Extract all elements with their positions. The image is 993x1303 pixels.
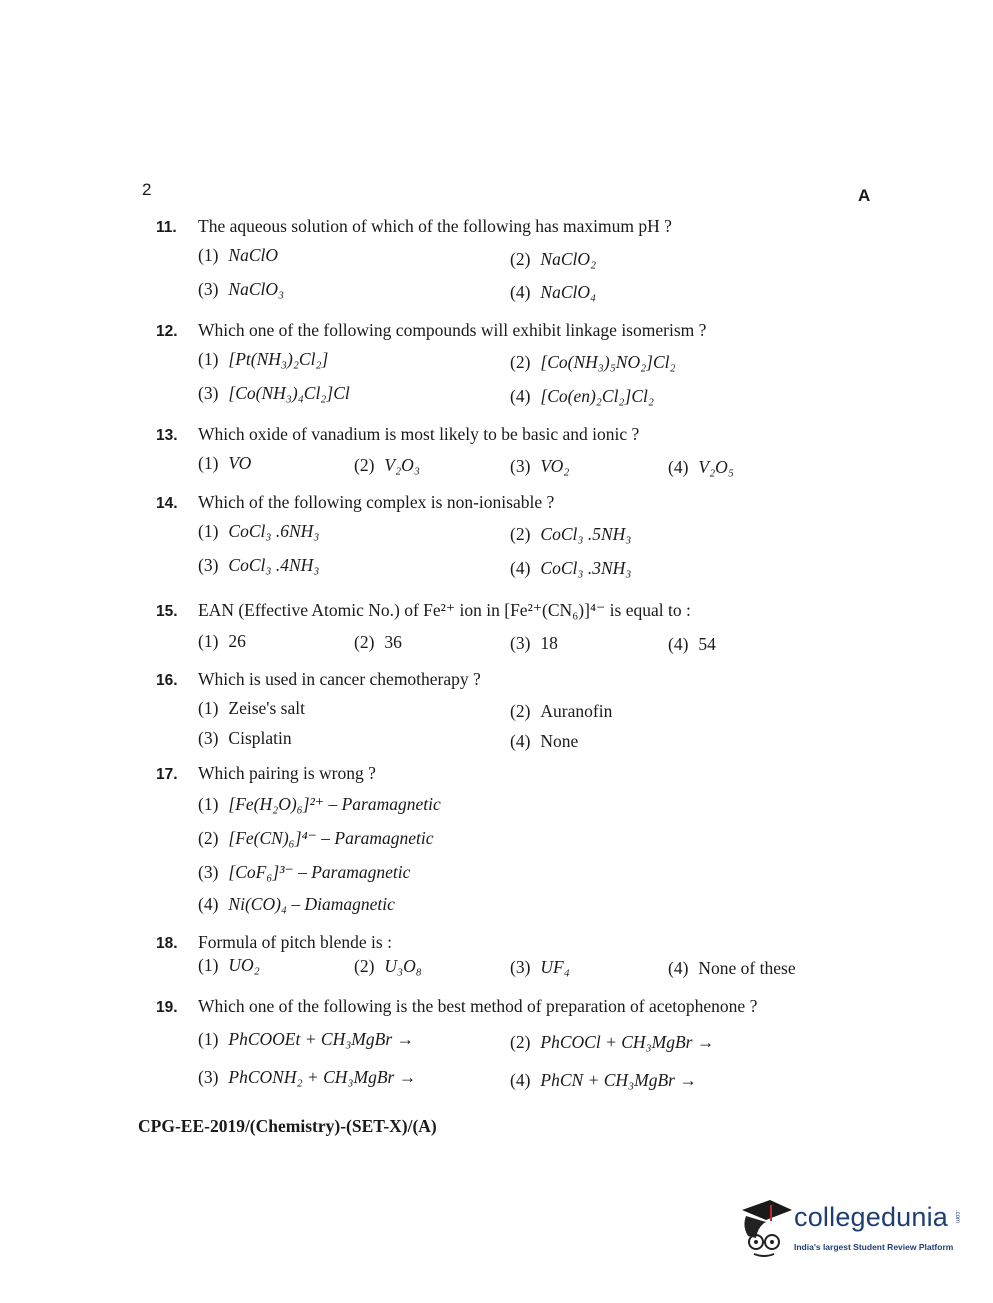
question-number: 17. [156, 766, 178, 783]
option-1: (1) UO₂ [198, 955, 260, 975]
question-number: 16. [156, 672, 178, 689]
question-text: Which one of the following compounds will exhibit linkage isomerism ? [198, 320, 707, 340]
option-1: (1) CoCl₃ .6NH₃ [198, 521, 320, 541]
exam-code-footer: CPG-EE-2019/(Chemistry)-(SET-X)/(A) [138, 1116, 437, 1136]
option-3: (3) Cisplatin [198, 728, 292, 748]
option-2: (2) PhCOCl + CH₃MgBr → [510, 1032, 715, 1052]
option-2: (2) [Co(NH₃)₅NO₂]Cl₂ [510, 352, 676, 372]
question-18 [156, 932, 856, 983]
question-number: 15. [156, 603, 178, 620]
option-3: (3) UF₄ [510, 957, 570, 977]
option-2: (2) V₂O₃ [354, 455, 420, 475]
question-number: 14. [156, 495, 178, 512]
option-3: (3) VO₂ [510, 456, 570, 476]
option-1: (1) NaClO [198, 245, 279, 265]
option-2: (2) 36 [354, 632, 402, 652]
option-1: (1) [Fe(H₂O)₆]²⁺ – Paramagnetic [198, 794, 441, 814]
option-1: (1) [Pt(NH₃)₂Cl₂] [198, 349, 329, 369]
student-mascot-icon [736, 1196, 794, 1262]
option-3: (3) CoCl₃ .4NH₃ [198, 555, 320, 575]
option-2: (2) Auranofin [510, 701, 613, 721]
collegedunia-logo[interactable] [736, 1196, 966, 1262]
option-4: (4) None [510, 731, 579, 751]
question-text: Formula of pitch blende is : [198, 932, 392, 952]
option-2: (2) NaClO₂ [510, 249, 597, 269]
option-4: (4) CoCl₃ .3NH₃ [510, 558, 632, 578]
option-4: (4) PhCN + CH₃MgBr → [510, 1070, 697, 1090]
option-3: (3) [Co(NH₃)₄Cl₂]Cl [198, 383, 350, 403]
option-1: (1) PhCOOEt + CH₃MgBr → [198, 1029, 415, 1049]
question-text: Which is used in cancer chemotherapy ? [198, 669, 481, 689]
option-4: (4) 54 [668, 634, 716, 654]
option-3: (3) NaClO₃ [198, 279, 285, 299]
option-4: (4) NaClO₄ [510, 282, 597, 302]
option-3: (3) PhCONH₂ + CH₃MgBr → [198, 1067, 417, 1087]
question-number: 11. [156, 219, 177, 236]
option-3: (3) [CoF₆]³⁻ – Paramagnetic [198, 862, 411, 882]
question-13 [156, 424, 856, 481]
option-4: (4) Ni(CO)₄ – Diamagnetic [198, 894, 395, 914]
question-text: EAN (Effective Atomic No.) of Fe²⁺ ion in [Fe²⁺(CN₆)]⁴⁻ is equal to : [198, 600, 691, 620]
set-label: A [858, 186, 871, 205]
option-4: (4) V₂O₅ [668, 457, 734, 477]
question-text: Which oxide of vanadium is most likely to be basic and ionic ? [198, 424, 640, 444]
question-17 [156, 763, 856, 924]
option-1: (1) Zeise's salt [198, 698, 305, 718]
logo-wordmark: collegedunia [794, 1202, 949, 1232]
option-4: (4) [Co(en)₂Cl₂]Cl₂ [510, 386, 654, 406]
question-number: 18. [156, 935, 178, 952]
question-text: Which pairing is wrong ? [198, 763, 376, 783]
logo-tagline: India's largest Student Review Platform [794, 1242, 954, 1252]
question-14 [156, 492, 856, 585]
question-number: 19. [156, 999, 178, 1016]
logo-suffix: .com [954, 1210, 960, 1224]
option-3: (3) 18 [510, 633, 558, 653]
question-19 [156, 996, 876, 1093]
question-15 [156, 600, 856, 657]
page-number: 2 [142, 180, 152, 199]
option-1: (1) VO [198, 453, 252, 473]
option-2: (2) U₃O₈ [354, 956, 422, 976]
question-number: 13. [156, 427, 178, 444]
question-number: 12. [156, 323, 178, 340]
question-11 [156, 216, 856, 309]
option-2: (2) CoCl₃ .5NH₃ [510, 524, 632, 544]
question-text: Which of the following complex is non-ionisable ? [198, 492, 555, 512]
question-text: Which one of the following is the best method of preparation of acetophenone ? [198, 996, 758, 1016]
question-12 [156, 320, 856, 413]
question-text: The aqueous solution of which of the following has maximum pH ? [198, 216, 672, 236]
option-2: (2) [Fe(CN)₆]⁴⁻ – Paramagnetic [198, 828, 434, 848]
option-1: (1) 26 [198, 631, 246, 651]
question-16 [156, 669, 856, 756]
option-4: (4) None of these [668, 958, 796, 978]
